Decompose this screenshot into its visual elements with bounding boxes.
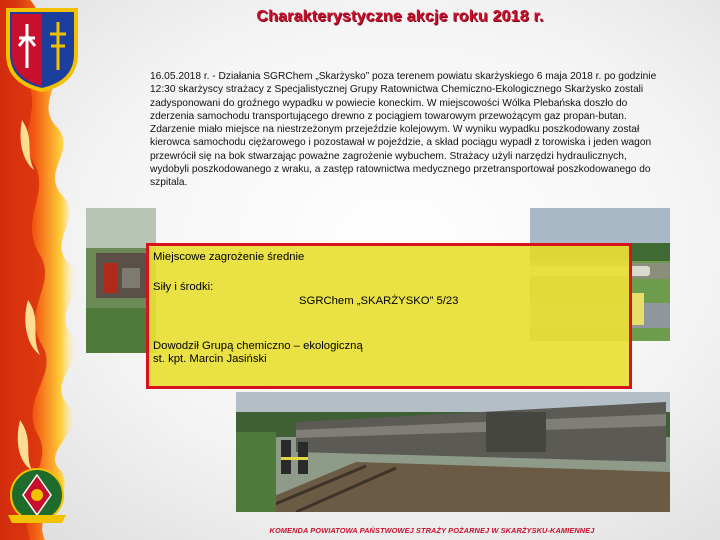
operation-info-box (146, 243, 632, 389)
fire-brigade-emblem-icon (2, 465, 72, 527)
footer-organization: KOMENDA POWIATOWA PAŃSTWOWEJ STRAŻY POŻARNEJ W SKARŻYSKU-KAMIENNEJ (269, 526, 595, 535)
slide-title: Charakterystyczne akcje roku 2018 r. (256, 8, 544, 25)
threat-level: Miejscowe zagrożenie średnie (153, 251, 305, 263)
commander-line: Dowodził Grupą chemiczno – ekologiczną (153, 340, 363, 352)
unit-name: SGRChem „SKARŻYSKO” 5/23 (299, 295, 459, 307)
commander-name: st. kpt. Marcin Jasiński (153, 353, 267, 365)
forces-means-label: Siły i środki: (153, 281, 214, 293)
coat-of-arms-icon (4, 6, 80, 92)
derailment-photo (236, 392, 670, 512)
incident-description: 16.05.2018 r. - Działania SGRChem „Skarżysko” poza terenem powiatu skarżyskiego 6 maja 2018 r. po godzinie 12:30 skarżyscy strażacy z Specjalistycznej Grupy Ratownictwa Chemiczno-Ekologicznego Skarżysko zostali zadysponowani do groźnego wypadku w powiecie koneckim. W miejscowości Wólka Plebańska doszło do zderzenia samochodu transportującego drewno z pociągiem towarowym przewożącym gaz propan-butan. Zdarzenie miało miejsce na niestrzeżonym przejeździe kolejowym. W wyniku wypadku poszkodowany został kierowca samochodu ciężarowego i pozostawał w pojeździe, a skład pociągu wypadł z torowiska i jeden wagon przewrócił się na bok stwarzając poważne zagrożenie wybuchem. Strażacy użyli narzędzi hydraulicznych, wydobyli poszkodowanego z wraku, a zastęp ratownictwa medycznego przetransportował poszkodowanego do szpitala. (150, 71, 657, 189)
